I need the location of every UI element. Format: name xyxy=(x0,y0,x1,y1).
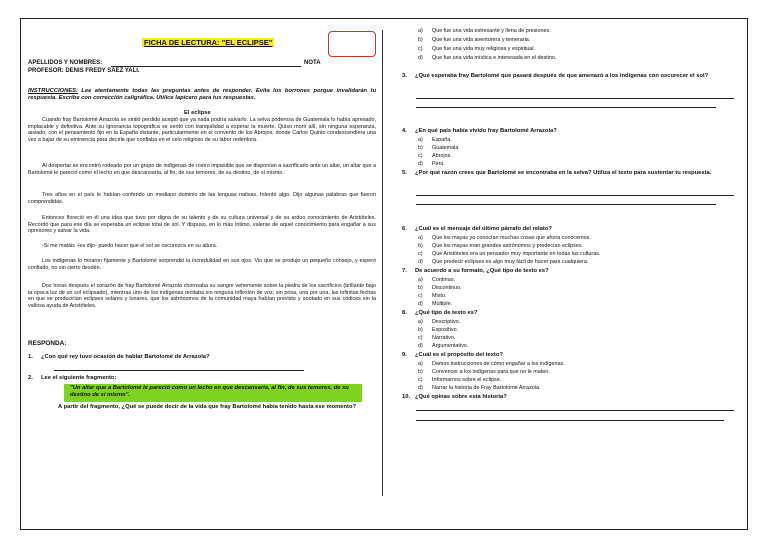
story-paragraph-4: Entonces floreció en él una idea que tuvo por digna de su talento y de su cultura universal y de su arduo conocimiento de Aristóteles. Recordó que para ese día se esperaba un eclipse total de sol. Y dispuso, en lo más íntimo, valerse de aquel conocimiento para engañar a sus opresores y salvar la vida. xyxy=(28,215,376,235)
question-8: 8. ¿Qué tipo de texto es? xyxy=(402,310,478,316)
q8-option-a[interactable]: a) Descriptivo. xyxy=(418,319,461,325)
q2-option-b[interactable]: b) Que fue una vida aventurera y temeraria. xyxy=(418,37,531,43)
answer-line-q3-2[interactable] xyxy=(416,107,716,108)
q8-option-b[interactable]: b) Expositivo. xyxy=(418,327,459,333)
story-paragraph-2: Al despertar se encontró rodeado por un grupo de indígenas de rostro impasible que se disponían a sacrificarlo ante un altar, un altar que a Bartolomé le pareció como el lecho en que descansaría, al fin, de sus temores, de su destino, de sí mismo. xyxy=(28,163,376,176)
q9-option-b[interactable]: b) Convencer a los indígenas para que no le maten. xyxy=(418,369,550,375)
q2-option-a[interactable]: a) Que fue una vida estresante y llena de presiones. xyxy=(418,28,551,34)
fragment-quote: "Un altar que a Bartolomé le pareció como un lecho en que descansaría, al fin, de sus temores, de su destino de sí mismo". xyxy=(70,385,349,398)
q9-option-a[interactable]: a) Damos instrucciones de cómo engañar a los indígenas. xyxy=(418,361,565,367)
name-answer-line[interactable] xyxy=(111,66,301,67)
q4-option-a[interactable]: a) España. xyxy=(418,137,452,143)
teacher-name: PROFESOR: DENIS FREDY SAEZ YALI. xyxy=(28,68,140,74)
question-4: 4. ¿En qué país había vivido fray Bartolomé Arrazola? xyxy=(402,128,557,134)
question-1: 1. ¿Con qué rey tuvo ocasión de hablar Bartolomé de Arrazola? xyxy=(28,354,210,360)
question-2: 2. Lee el siguiente fragmento: xyxy=(28,375,117,381)
question-10: 10. ¿Qué opinas sobre esta historia? xyxy=(402,394,507,400)
story-title: El eclipse xyxy=(184,110,211,116)
q4-option-c[interactable]: c) Abrojos. xyxy=(418,153,452,159)
q6-option-a[interactable]: a) Que los mayas ya conocían muchas cosas que ahora conocemos. xyxy=(418,235,591,241)
question-5: 5. ¿Por qué razón crees que Bartolomé se encontraba en la selva? Utiliza el texto para sustentar tu respuesta. xyxy=(402,170,712,176)
nota-label: NOTA xyxy=(304,60,321,66)
q9-option-d[interactable]: d) Narrar la historia de Fray Bartolomé Arrazola. xyxy=(418,385,541,391)
q8-option-c[interactable]: c) Narrativo. xyxy=(418,335,456,341)
q4-option-b[interactable]: b) Guatemala xyxy=(418,145,459,151)
story-paragraph-3: Tres años en el país le habían conferido un mediano dominio de las lenguas nativas. Intentó algo. Dijo algunas palabras que fueron comprendidas. xyxy=(28,192,376,205)
q2-option-c[interactable]: c) Que fue una vida muy religiosa y espiritual. xyxy=(418,46,536,52)
question-3: 3. ¿Qué esperaba fray Bartolomé que pasará después de que amenazó a los indígenas con oscurecer el sol? xyxy=(402,73,709,79)
q9-option-c[interactable]: c) Informarnos sobre el eclipse. xyxy=(418,377,502,383)
question-9: 9. ¿Cuál es el propósito del texto? xyxy=(402,352,503,358)
q7-option-d[interactable]: d) Múltiple. xyxy=(418,301,453,307)
answer-line-q5-1[interactable] xyxy=(416,195,734,196)
q7-option-a[interactable]: a) Continuo. xyxy=(418,277,456,283)
grade-box[interactable] xyxy=(328,31,376,57)
q7-option-b[interactable]: b) Discontinuo. xyxy=(418,285,462,291)
q7-option-c[interactable]: c) Mixto. xyxy=(418,293,447,299)
instructions-label: INSTRUCCIONES: xyxy=(28,88,78,94)
q4-option-d[interactable]: d) Perú. xyxy=(418,161,445,167)
answer-line-q10-1[interactable] xyxy=(416,410,734,411)
worksheet-title: FICHA DE LECTURA: "EL ECLIPSE" xyxy=(144,38,273,47)
answer-line-q10-2[interactable] xyxy=(416,420,724,421)
story-paragraph-7: Dos horas después el corazón de fray Bartolomé Arrazola chorreaba su sangre vehemente sobre la piedra de los sacrificios (brillante bajo la opaca luz de un sol eclipsado), mientras uno de los indígenas recitaba sin ninguna inflexión de voz, sin prisa, una por una, las infinitas fechas en que se producirían eclipses solares y lunares, que los astrónomos de la comunidad maya habían previsto y anotado en sus códices sin la valiosa ayuda de Aristóteles. xyxy=(28,283,376,309)
instructions xyxy=(28,88,376,102)
q2-option-d[interactable]: d) Que fue una vida mística e interesada en el destino. xyxy=(418,55,557,61)
answer-line-q5-2[interactable] xyxy=(416,204,716,205)
q6-option-b[interactable]: b) Que los mayas eran grandes astrónomos y predecían eclipses. xyxy=(418,243,584,249)
responda-heading: RESPONDA: xyxy=(28,340,67,347)
q6-option-d[interactable]: d) Que predecir eclipses es algo muy fácil de hacer para cualquiera. xyxy=(418,259,589,265)
q6-option-c[interactable]: c) Que Aristóteles era un pensador muy importante en todas las culturas. xyxy=(418,251,601,257)
answer-line-q3-1[interactable] xyxy=(416,98,734,99)
instructions-text: Lee atentamente todas las preguntas antes de responder. Evita los borrones porque invalidarán tu respuesta. Escribe con corrección caligráfica. Utilice lapicero para tus respuestas. xyxy=(28,88,376,101)
column-divider xyxy=(382,30,383,496)
question-6: 6. ¿Cuál es el mensaje del último párrafo del relato? xyxy=(402,226,552,232)
q8-option-d[interactable]: d) Argumentativo. xyxy=(418,343,469,349)
question-2-followup: A partir del fragmento, ¿Qué se puede decir de la vida que fray Bartolomé había tenido hasta ese momento? xyxy=(58,404,357,410)
story-paragraph-1: Cuando fray Bartolomé Arrazola se sintió perdido aceptó que ya nada podría salvarlo. La selva poderosa de Guatemala lo había apresado, implacable y definitiva. Ante su ignorancia topográfica se sentó con tranquilidad a esperar la muerte. Quiso morir allí, sin ninguna esperanza, aislado, con el pensamiento fijo en la España distante, particularmente en el convento de los Abrojos, donde Carlos Quinto condescendiera una vez a bajar de su eminencia para decirle que confiaba en el celo religioso de su labor redentora. xyxy=(28,117,376,143)
story-paragraph-5: -Si me matáis -les dijo- puedo hacer que el sol se oscurezca en su altura. xyxy=(42,243,218,249)
answer-line-q1[interactable] xyxy=(54,370,304,371)
name-label: APELLIDOS Y NOMBRES: xyxy=(28,60,103,66)
story-paragraph-6: Los indígenas lo miraron fijamente y Bartolomé sorprendió la incredulidad en sus ojos. Vio que se produjo un pequeño consejo, y esperó confiado, no sin cierto desdén. xyxy=(28,258,376,271)
question-7: 7. De acuerdo a su formato, ¿Qué tipo de texto es? xyxy=(402,268,549,274)
